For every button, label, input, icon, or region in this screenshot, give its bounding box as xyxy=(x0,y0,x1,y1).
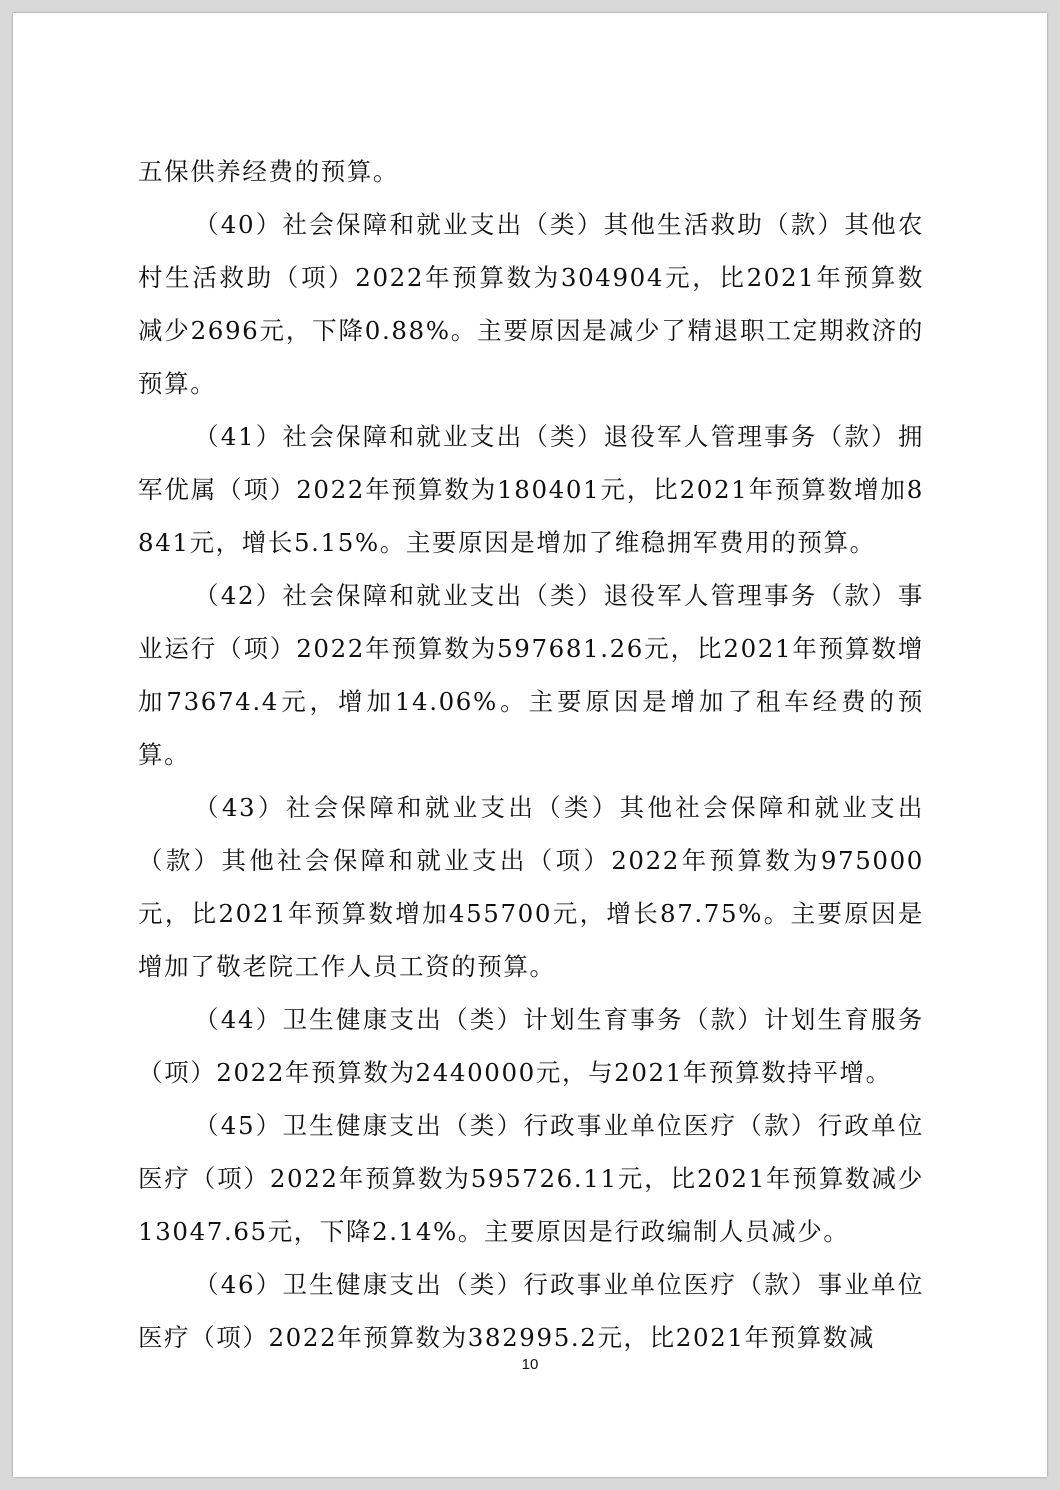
paragraph-item-46: （46）卫生健康支出（类）行政事业单位医疗（款）事业单位医疗（项）2022年预算数为382995.2元，比2021年预算数减 xyxy=(138,1270,924,1352)
document-page xyxy=(13,13,1047,1477)
paragraph-item-43: （43）社会保障和就业支出（类）其他社会保障和就业支出（款）其他社会保障和就业支出（项）2022年预算数为975000元，比2021年预算数增加455700元，增长87.75%。主要原因是增加了敬老院工作人员工资的预算。 xyxy=(138,793,924,981)
paragraph-item-45: （45）卫生健康支出（类）行政事业单位医疗（款）行政单位医疗（项）2022年预算数为595726.11元，比2021年预算数减少13047.65元，下降2.14%。主要原因是行政编制人员减少。 xyxy=(138,1111,924,1246)
paragraph-item-40: （40）社会保障和就业支出（类）其他生活救助（款）其他农村生活救助（项）2022年预算数为304904元，比2021年预算数减少2696元，下降0.88%。主要原因是减少了精退职工定期救济的预算。 xyxy=(138,210,924,398)
document-body xyxy=(138,145,924,1364)
paragraph-item-42: （42）社会保障和就业支出（类）退役军人管理事务（款）事业运行（项）2022年预算数为597681.26元，比2021年预算数增加73674.4元，增加14.06%。主要原因是增加了租车经费的预算。 xyxy=(138,581,924,769)
paragraph-item-44: （44）卫生健康支出（类）计划生育事务（款）计划生育服务（项）2022年预算数为2440000元，与2021年预算数持平增。 xyxy=(138,1005,924,1087)
paragraph-continuation: 五保供养经费的预算。 xyxy=(138,157,399,186)
page-number: 10 xyxy=(521,1356,539,1373)
paragraph-item-41: （41）社会保障和就业支出（类）退役军人管理事务（款）拥军优属（项）2022年预算数为180401元，比2021年预算数增加8841元，增长5.15%。主要原因是增加了维稳拥军费用的预算。 xyxy=(138,422,924,557)
